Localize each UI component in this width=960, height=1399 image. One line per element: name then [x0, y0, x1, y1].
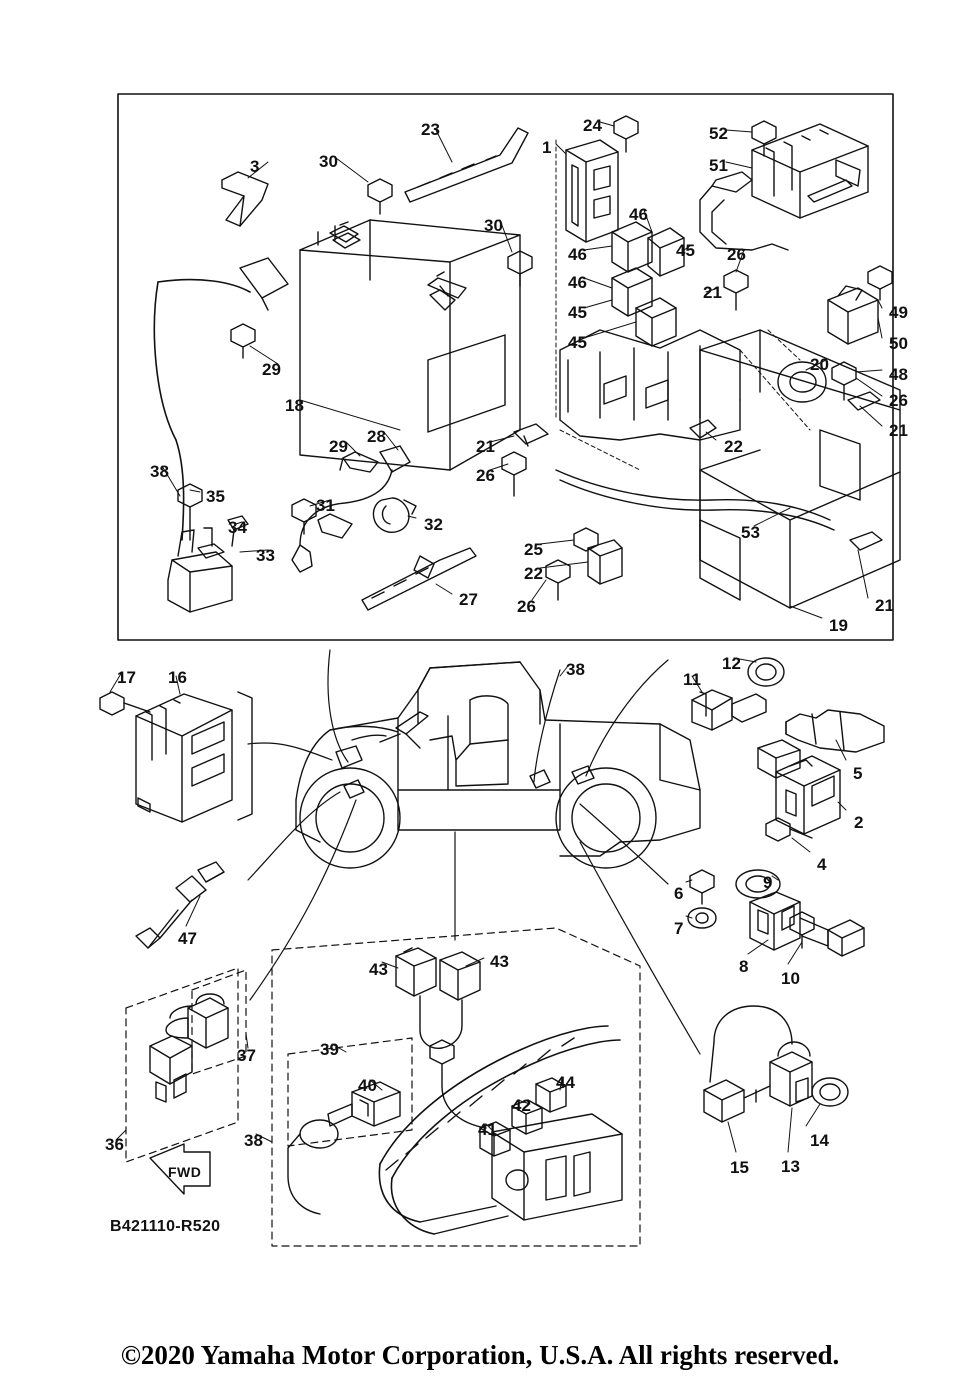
callout-number-3: 3 — [250, 157, 260, 176]
harness-battery-box — [492, 1114, 622, 1220]
oring-14 — [812, 1078, 848, 1106]
callout-number-45: 45 — [568, 333, 587, 352]
vehicle-wheels — [300, 768, 656, 868]
callout-number-50: 50 — [889, 334, 908, 353]
fuse-box-1 — [566, 140, 618, 242]
clamp-22-right — [690, 420, 716, 438]
callout-leaders — [110, 122, 882, 1152]
callout-number-13: 13 — [781, 1157, 800, 1176]
holder-3 — [222, 172, 268, 226]
callout-number-21: 21 — [476, 437, 495, 456]
nut-25 — [574, 528, 598, 551]
callout-number-32: 32 — [424, 515, 443, 534]
dashed-box-38 — [272, 928, 640, 1246]
harness-path-tray — [556, 470, 834, 530]
lead-15 — [704, 1006, 792, 1122]
callout-number-21: 21 — [703, 283, 722, 302]
callout-number-25: 25 — [524, 540, 543, 559]
bolt-4 — [766, 818, 812, 841]
bolt-17 — [100, 692, 150, 715]
callout-number-26: 26 — [517, 597, 536, 616]
callout-number-4: 4 — [817, 855, 827, 874]
electrical-tray-bracket — [560, 330, 740, 440]
callout-number-46: 46 — [629, 205, 648, 224]
callout-number-45: 45 — [568, 303, 587, 322]
callout-number-45: 45 — [676, 241, 695, 260]
ecu-51 — [752, 124, 868, 218]
bolt-29-left — [231, 324, 255, 358]
bracket-48-50 — [828, 286, 878, 344]
sensor-8 — [750, 892, 864, 956]
callout-number-42: 42 — [512, 1096, 531, 1115]
fwd-direction-label: FWD — [168, 1164, 202, 1180]
bolt-30-upper — [368, 179, 392, 214]
bolt-6 — [690, 870, 714, 904]
bolt-26-ecu — [724, 270, 748, 310]
callout-number-18: 18 — [285, 396, 304, 415]
callout-number-9: 9 — [763, 873, 773, 892]
callout-number-53: 53 — [741, 523, 760, 542]
callout-number-8: 8 — [739, 957, 749, 976]
battery-assembly — [300, 220, 520, 470]
callout-number-26: 26 — [476, 466, 495, 485]
callout-number-52: 52 — [709, 124, 728, 143]
callout-number-27: 27 — [459, 590, 478, 609]
callout-number-40: 40 — [358, 1076, 377, 1095]
callout-number-30: 30 — [319, 152, 338, 171]
callout-number-17: 17 — [117, 668, 136, 687]
callout-number-1: 1 — [542, 138, 552, 157]
callout-number-26: 26 — [727, 245, 746, 264]
callout-number-38: 38 — [244, 1131, 263, 1150]
callout-number-5: 5 — [853, 764, 863, 783]
callout-number-11: 11 — [683, 670, 701, 689]
bolt-49 — [868, 266, 892, 300]
ecu-coupler-harness — [700, 172, 788, 250]
callout-number-38: 38 — [150, 462, 169, 481]
bolt-24 — [614, 116, 638, 152]
callout-number-48: 48 — [889, 365, 908, 384]
cdi-bracket-line — [238, 692, 252, 820]
callout-number-43: 43 — [490, 952, 509, 971]
callout-number-29: 29 — [329, 437, 348, 456]
callout-number-26: 26 — [889, 391, 908, 410]
clamp-21-left — [514, 424, 548, 446]
callout-number-6: 6 — [674, 884, 684, 903]
callout-number-20: 20 — [810, 355, 829, 374]
callout-number-7: 7 — [674, 919, 684, 938]
callout-number-46: 46 — [568, 273, 587, 292]
callout-number-21: 21 — [875, 596, 894, 615]
callout-number-47: 47 — [178, 929, 197, 948]
switch-assembly-37 — [150, 994, 228, 1102]
copyright-notice: ©2020 Yamaha Motor Corporation, U.S.A. All rights reserved. — [120, 1340, 840, 1370]
oring-12 — [748, 658, 784, 686]
callout-number-15: 15 — [730, 1158, 749, 1177]
callout-number-29: 29 — [262, 360, 281, 379]
dashed-box-39 — [288, 1038, 412, 1146]
callout-number-16: 16 — [168, 668, 187, 687]
callout-number-30: 30 — [484, 216, 503, 235]
callout-number-36: 36 — [105, 1135, 124, 1154]
clamp-32 — [373, 498, 416, 532]
callout-number-23: 23 — [421, 120, 440, 139]
clamp-22-lower — [588, 540, 622, 584]
bolt-26-left — [502, 452, 526, 496]
plug-cap-5 — [758, 710, 884, 778]
callout-number-44: 44 — [556, 1073, 575, 1092]
callout-number-39: 39 — [320, 1040, 339, 1059]
callout-number-22: 22 — [524, 564, 543, 583]
sensor-13 — [770, 1042, 812, 1106]
cdi-unit-16 — [136, 694, 232, 822]
callout-number-2: 2 — [854, 813, 864, 832]
callout-number-14: 14 — [810, 1131, 829, 1150]
callout-number-37: 37 — [237, 1046, 256, 1065]
callout-number-12: 12 — [722, 654, 741, 673]
callout-number-24: 24 — [583, 116, 602, 135]
callout-number-51: 51 — [709, 156, 728, 175]
bolt-26-right — [832, 362, 856, 400]
callout-number-28: 28 — [367, 427, 386, 446]
callout-number-31: 31 — [316, 496, 335, 515]
callout-number-41: 41 — [478, 1120, 497, 1139]
part-code-label: B421110-R520 — [110, 1218, 221, 1235]
callout-number-21: 21 — [889, 421, 908, 440]
oring-9 — [736, 870, 780, 898]
callout-number-35: 35 — [206, 487, 225, 506]
sensor-11 — [692, 690, 766, 730]
bolt-31 — [292, 499, 316, 534]
callout-number-38: 38 — [566, 660, 585, 679]
callout-number-34: 34 — [228, 518, 247, 537]
relay-group-45-46 — [612, 222, 684, 346]
callout-number-33: 33 — [256, 546, 275, 565]
callout-number-19: 19 — [829, 616, 848, 635]
callout-number-46: 46 — [568, 245, 587, 264]
clamp-21-right — [848, 392, 882, 550]
callout-number-10: 10 — [781, 969, 800, 988]
callout-number-22: 22 — [724, 437, 743, 456]
callout-number-43: 43 — [369, 960, 388, 979]
callout-number-49: 49 — [889, 303, 908, 322]
